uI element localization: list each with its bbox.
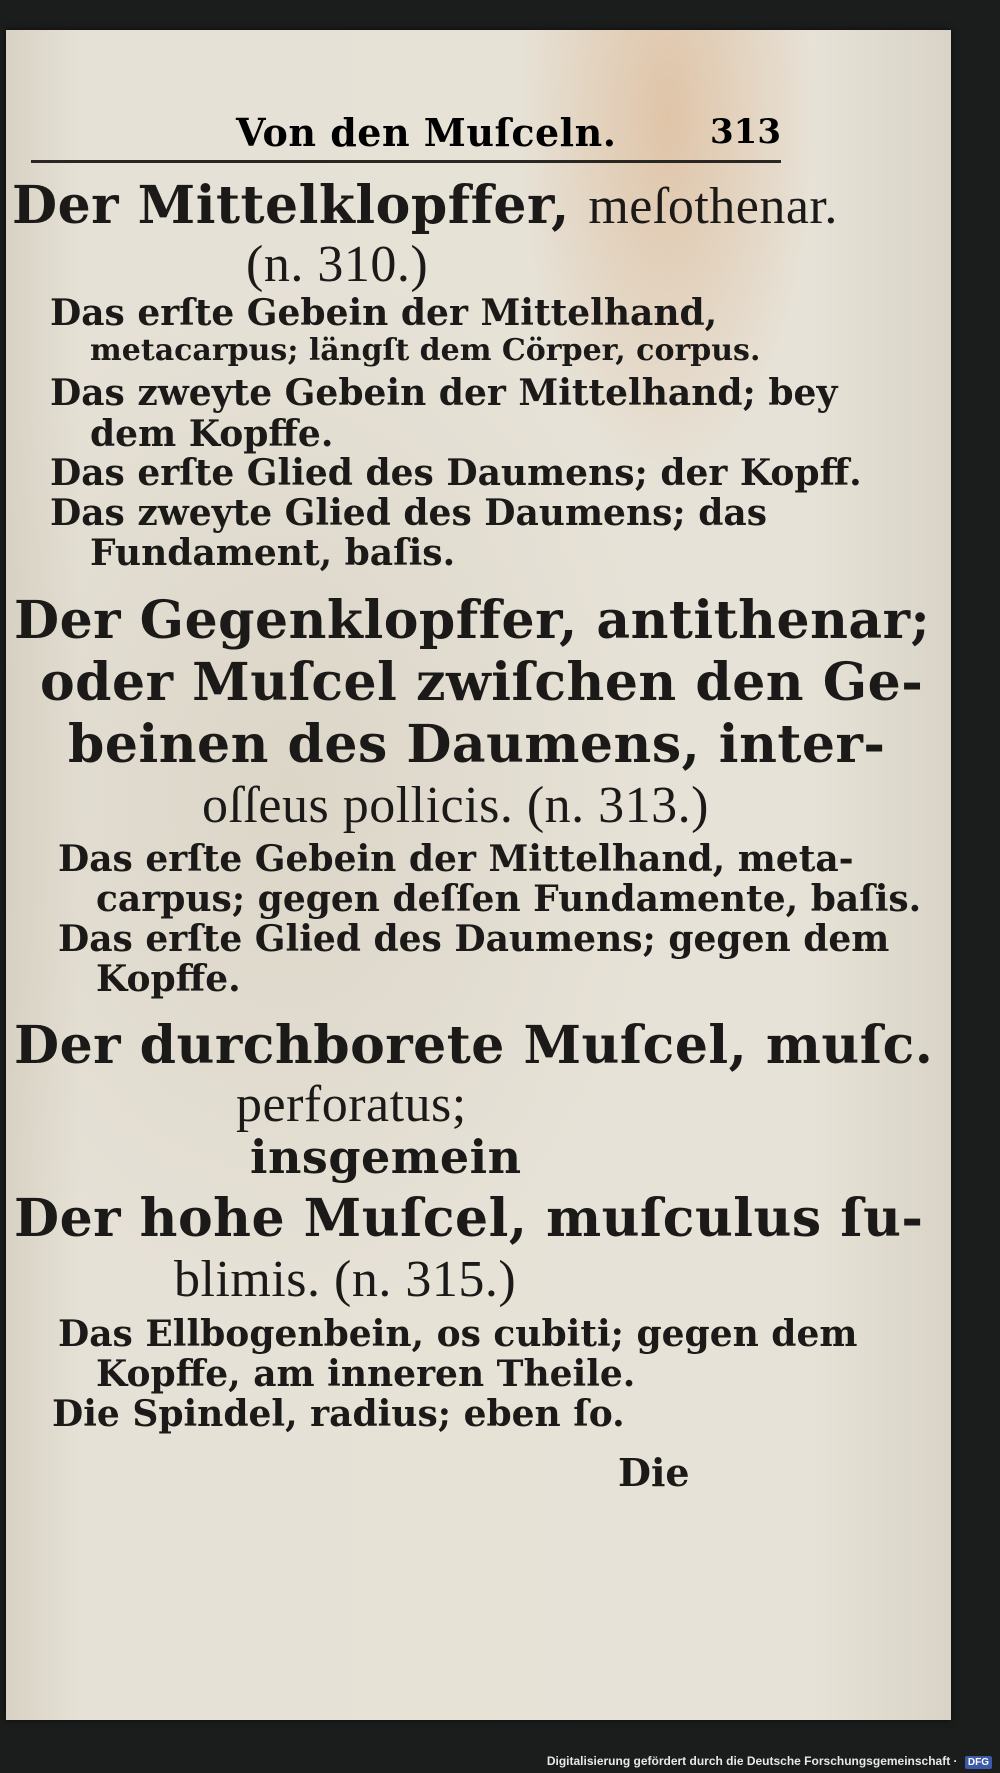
section-1-heading xyxy=(12,175,838,236)
s1-entry-1: Das erſte Gebein der Mittelhand, xyxy=(50,292,718,334)
s2-entry-2: carpus; gegen deſſen Fundamente, baſis. xyxy=(96,878,922,920)
s2-entry-4: Kopffe. xyxy=(96,958,241,1000)
section-3-heading-1: Der durchborete Muſcel, muſc. xyxy=(14,1015,934,1076)
s3-entry-3: Die Spindel, radius; eben ſo. xyxy=(52,1393,625,1435)
s3-entry-1: Das Ellbogenbein, os cubiti; gegen dem xyxy=(58,1313,858,1355)
s1-entry-5: Das erſte Glied des Daumens; der Kopff. xyxy=(50,452,862,494)
section-1-heading-german: Der Mittelklopffer, xyxy=(12,175,570,236)
section-2-heading-2: oder Muſcel zwiſchen den Ge- xyxy=(40,652,924,713)
s1-entry-6: Das zweyte Glied des Daumens; das xyxy=(50,492,767,534)
s1-entry-7: Fundament, baſis. xyxy=(90,532,456,574)
section-2-heading-1: Der Gegenklopffer, antithenar; xyxy=(14,590,931,651)
section-1-heading-latin: meſothenar. xyxy=(588,178,838,235)
section-2-heading-4: oſſeus pollicis. (n. 313.) xyxy=(202,777,709,834)
header-title: Von den Muſceln. xyxy=(236,110,617,155)
s2-entry-1: Das erſte Gebein der Mittelhand, meta- xyxy=(58,838,854,880)
s1-entry-2: metacarpus; längſt dem Cörper, corpus. xyxy=(90,333,761,368)
s1-entry-4: dem Kopffe. xyxy=(90,413,334,455)
s2-entry-3: Das erſte Glied des Daumens; gegen dem xyxy=(58,918,890,960)
s3-entry-2: Kopffe, am inneren Theile. xyxy=(96,1353,636,1395)
section-2-heading-3: beinen des Daumens, inter- xyxy=(68,714,886,775)
section-3-heading-3: insgemein xyxy=(250,1130,522,1184)
book-page xyxy=(6,30,951,1720)
dfg-logo: DFG xyxy=(965,1756,992,1769)
running-header xyxy=(31,100,781,163)
s1-entry-3: Das zweyte Gebein der Mittelhand; bey xyxy=(50,372,838,414)
page-number: 313 xyxy=(710,112,781,152)
footer-text: Digitalisierung gefördert durch die Deutsche Forschungsgemeinschaft · xyxy=(546,1754,958,1768)
section-3-heading-5: blimis. (n. 315.) xyxy=(174,1251,517,1308)
digitization-footer xyxy=(547,1754,992,1769)
section-3-heading-2: perforatus; xyxy=(236,1076,467,1133)
section-3-heading-4: Der hohe Muſcel, muſculus ſu- xyxy=(14,1188,924,1249)
section-1-ref: (n. 310.) xyxy=(246,236,429,293)
catchword: Die xyxy=(618,1450,690,1495)
